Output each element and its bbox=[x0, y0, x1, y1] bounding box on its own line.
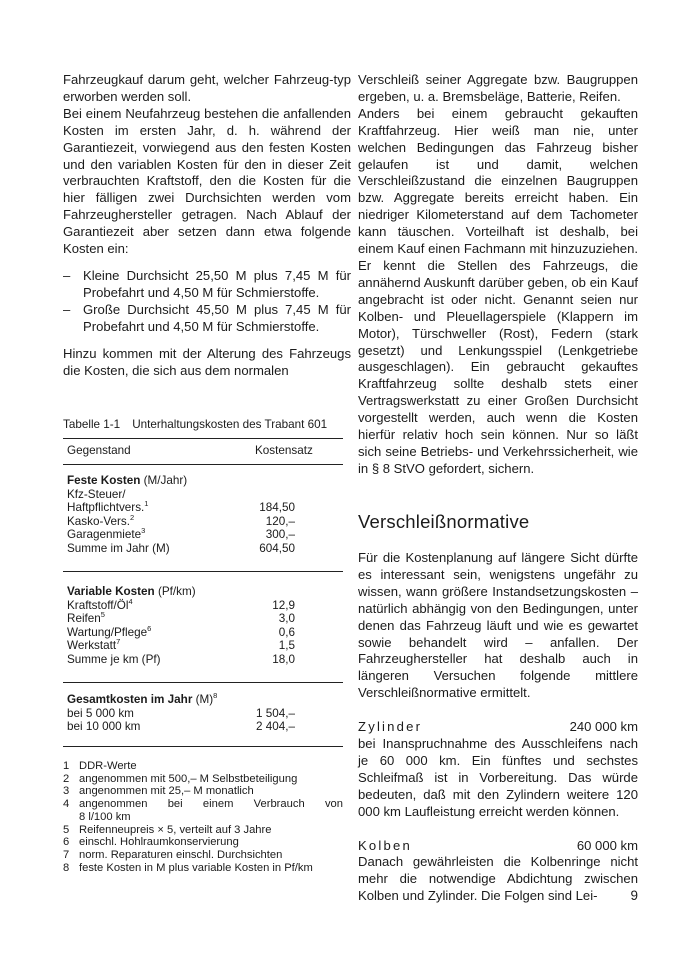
page-number: 9 bbox=[630, 888, 638, 903]
paragraph: Hinzu kommen mit der Alterung des Fahrzeugs die Kosten, die sich aus dem normalen bbox=[63, 345, 351, 378]
norm-item-value: 60 000 km bbox=[576, 837, 638, 853]
row-value: 12,9 bbox=[272, 598, 295, 612]
footnote bbox=[63, 824, 343, 837]
footnote-ref: 5 bbox=[100, 610, 105, 620]
footnote-text: einschl. Hohlraumkonservierung bbox=[79, 836, 239, 849]
paragraph: Fahrzeugkauf darum geht, welcher Fahrzeug-typ erworben werden soll. bbox=[63, 72, 351, 104]
row-label: Kasko-Vers. bbox=[67, 514, 131, 528]
footnote-number: 6 bbox=[63, 836, 70, 849]
table-header-rule bbox=[63, 464, 343, 465]
column-header-item: Gegenstand bbox=[67, 444, 131, 457]
row-label: Kraftstoff/Öl bbox=[67, 598, 129, 612]
norm-item-name: Zylinder bbox=[358, 719, 423, 735]
variable-costs-section bbox=[63, 585, 343, 667]
list-item-text: Kleine Durchsicht 25,50 M plus 7,45 M für Probefahrt und 4,50 M für Schmierstoffe. bbox=[83, 267, 351, 300]
section-heading-unit: (Pf/km) bbox=[157, 585, 196, 598]
list-dash: – bbox=[63, 301, 71, 317]
section-heading-unit: (M/Jahr) bbox=[143, 474, 188, 487]
footnote-text: norm. Reparaturen einschl. Durchsichten bbox=[79, 848, 283, 861]
row-value: 1,5 bbox=[278, 639, 295, 653]
footnote bbox=[63, 849, 343, 862]
footnote bbox=[63, 862, 343, 875]
section-heading-bold: Variable Kosten bbox=[67, 585, 155, 598]
footnote-number: 3 bbox=[63, 785, 70, 798]
table-bottom-rule bbox=[63, 746, 343, 747]
table-row bbox=[63, 501, 343, 515]
table-row bbox=[63, 488, 343, 502]
footnote-text: DDR-Werte bbox=[79, 760, 137, 772]
list-item bbox=[63, 268, 351, 302]
footnote bbox=[63, 773, 343, 786]
table-row bbox=[63, 720, 343, 734]
list-dash: – bbox=[63, 267, 71, 283]
row-label: Garagenmiete bbox=[67, 528, 142, 542]
footnote bbox=[63, 760, 343, 773]
table-row bbox=[63, 528, 343, 542]
footnote-number: 1 bbox=[63, 760, 70, 772]
row-label: Reifen bbox=[67, 612, 101, 626]
footnote-number: 5 bbox=[63, 823, 70, 836]
row-label: bei 5 000 km bbox=[67, 706, 134, 720]
table-section-rule bbox=[63, 682, 343, 683]
table-caption bbox=[63, 418, 327, 431]
footnote-text: feste Kosten in M plus variable Kosten in Pf/km bbox=[79, 861, 313, 874]
row-label: bei 10 000 km bbox=[67, 720, 141, 734]
table-section-rule bbox=[63, 571, 343, 572]
row-label: Summe im Jahr (M) bbox=[67, 541, 170, 555]
section-heading bbox=[63, 693, 343, 707]
table-row bbox=[63, 596, 343, 613]
table-row bbox=[63, 512, 343, 529]
table-top-rule bbox=[63, 438, 343, 439]
row-label: Summe je km (Pf) bbox=[67, 652, 161, 666]
row-value: 18,0 bbox=[272, 652, 295, 666]
section-title: Verschleißnormative bbox=[358, 511, 530, 532]
norm-item-header bbox=[358, 719, 638, 736]
fixed-costs-section bbox=[63, 474, 343, 556]
row-value: 1 504,– bbox=[256, 706, 295, 720]
left-column bbox=[63, 72, 351, 379]
paragraph: Für die Kostenplanung auf längere Sicht dürfte es interessant sein, wenigstens ungefähr zu wissen, wann größere Instandsetzungskosten – natürlich abhängig von den Bedingungen, unter denen das Fahrzeug läuft und wie es gewartet sowie behandelt wird – anfallen. Der Fahrzeughersteller hat deshalb auch in längeren Versuchen folgende mittlere Verschleißnormative ermittelt. bbox=[358, 550, 638, 701]
footnote-number: 2 bbox=[63, 772, 70, 785]
table-row bbox=[63, 542, 343, 556]
footnote-ref: 6 bbox=[147, 623, 152, 633]
footnote-ref: 7 bbox=[116, 637, 121, 647]
section-heading bbox=[63, 474, 343, 488]
table-row bbox=[63, 612, 343, 626]
row-value: 0,6 bbox=[278, 625, 295, 639]
row-value: 120,– bbox=[265, 514, 295, 528]
total-costs-section bbox=[63, 693, 343, 734]
row-value: 3,0 bbox=[278, 612, 295, 626]
footnote-number: 4 bbox=[63, 798, 70, 811]
paragraph: Anders bei einem gebraucht gekauften Kraftfahrzeug. Hier weiß man nie, unter welchen Bedingungen das Fahrzeug bisher gelaufen ist und damit, welchen Verschleißzustand die einzelnen Baugruppen bzw. Aggregate bereits erreicht haben. Ein niedriger Kilometerstand auf dem Tachometer kann täuschen. Vorteilhaft ist deshalb, bei einem Kauf einen Fachmann mit hinzuzuziehen. Er kennt die Stellen des Fahrzeugs, die annähernd Auskunft darüber geben, ob ein Kauf angebracht ist oder nicht. Genannt seien nur Kolben- und Pleuellagerspiele (Klappern im Motor), Türschweller (Rost), Federn (stark gesetzt) und Lenkungsspiel (Lenkgetriebe ausgeschlagen). Ein gebraucht gekauftes Kraftfahrzeug sollte deshalb stets einer Vertragswerkstatt zu einer Großen Durchsicht vorgestellt werden, auch wenn die Kosten hierfür relativ hoch sein können. Nur so läßt sich seine Betriebs- und Verkehrssicherheit, wie in § 8 StVO gefordert, sichern. bbox=[358, 105, 638, 476]
table-number: Tabelle 1-1 bbox=[63, 418, 121, 431]
section-heading-bold: Feste Kosten bbox=[67, 474, 141, 487]
section-block bbox=[358, 511, 638, 533]
table-row bbox=[63, 653, 343, 667]
paragraph: Bei einem Neufahrzeug bestehen die anfallenden Kosten im ersten Jahr, d. h. während der Garantiezeit, vorwiegend aus den festen Kosten und den variablen Kosten für den in dieser Zeit verbrauchten Kraftstoff, den die Kosten für die hier fälligen zwei Durchsichten werden vom Fahrzeughersteller getragen. Nach Ablauf der Garantiezeit aber setzen dann etwa folgende Kosten ein: bbox=[63, 105, 351, 257]
table-row bbox=[63, 623, 343, 640]
table-title: Unterhaltungskosten des Trabant 601 bbox=[132, 418, 328, 431]
footnote-ref: 1 bbox=[144, 499, 149, 509]
row-value: 604,50 bbox=[259, 541, 295, 555]
table-footnotes bbox=[63, 760, 343, 874]
row-value: 2 404,– bbox=[256, 720, 295, 734]
norm-item-text: bei Inanspruchnahme des Ausschleifens nach je 60 000 km. Ein fünftes und sechstes Schleifmaß ist in Vorbereitung. Das würde bedeuten, daß mit den Zylindern weitere 120 000 km Laufleistung erreicht werden können. bbox=[358, 736, 638, 819]
footnote-number: 8 bbox=[63, 861, 70, 874]
footnote-ref: 3 bbox=[141, 526, 146, 536]
footnote-text: angenommen mit 25,– M monatlich bbox=[79, 785, 254, 798]
section-heading-unit: (M) bbox=[195, 693, 214, 706]
footnote-ref: 2 bbox=[130, 512, 135, 522]
row-label: Werkstatt bbox=[67, 639, 117, 653]
row-label: Haftpflichtvers. bbox=[67, 501, 145, 515]
list-item-text: Große Durchsicht 45,50 M plus 7,45 M für Probefahrt und 4,50 M für Schmierstoffe. bbox=[83, 301, 351, 334]
footnote-ref: 8 bbox=[213, 691, 218, 701]
row-value: 184,50 bbox=[259, 501, 295, 515]
table-row bbox=[63, 707, 343, 721]
footnote bbox=[63, 785, 343, 798]
list-item bbox=[63, 302, 351, 336]
norm-item-name: Kolben bbox=[358, 837, 412, 853]
norm-item-value: 240 000 km bbox=[569, 719, 638, 735]
table-row bbox=[63, 639, 343, 653]
section-heading-bold: Gesamtkosten im Jahr bbox=[67, 693, 193, 706]
row-label: Wartung/Pflege bbox=[67, 625, 148, 639]
footnote-text: 8 l/100 km bbox=[79, 810, 131, 823]
footnote-text: angenommen mit 500,– M Selbstbeteiligung bbox=[79, 772, 298, 785]
footnote-text: Reifenneupreis × 5, verteilt auf 3 Jahre bbox=[79, 823, 272, 836]
cost-list bbox=[63, 268, 351, 336]
norm-item-text: Danach gewährleisten die Kolbenringe nicht mehr die notwendige Abdichtung zwischen Kolben und Zylinder. Die Folgen sind Lei- bbox=[358, 854, 638, 904]
row-label: Kfz-Steuer/ bbox=[67, 487, 126, 501]
footnote bbox=[63, 836, 343, 849]
column-header-cost: Kostensatz bbox=[255, 444, 313, 457]
norm-item-header bbox=[358, 838, 638, 855]
footnote-text: angenommen bei einem Verbrauch von bbox=[79, 798, 343, 811]
footnote bbox=[63, 798, 343, 823]
footnote-ref: 4 bbox=[128, 596, 133, 606]
paragraph: Verschleiß seiner Aggregate bzw. Baugruppen ergeben, u. a. Bremsbeläge, Batterie, Reifen. bbox=[358, 72, 638, 104]
row-value: 300,– bbox=[265, 528, 295, 542]
footnote-number: 7 bbox=[63, 848, 70, 861]
right-column bbox=[358, 72, 638, 478]
section-heading bbox=[63, 585, 343, 599]
right-column-lower bbox=[358, 550, 638, 905]
